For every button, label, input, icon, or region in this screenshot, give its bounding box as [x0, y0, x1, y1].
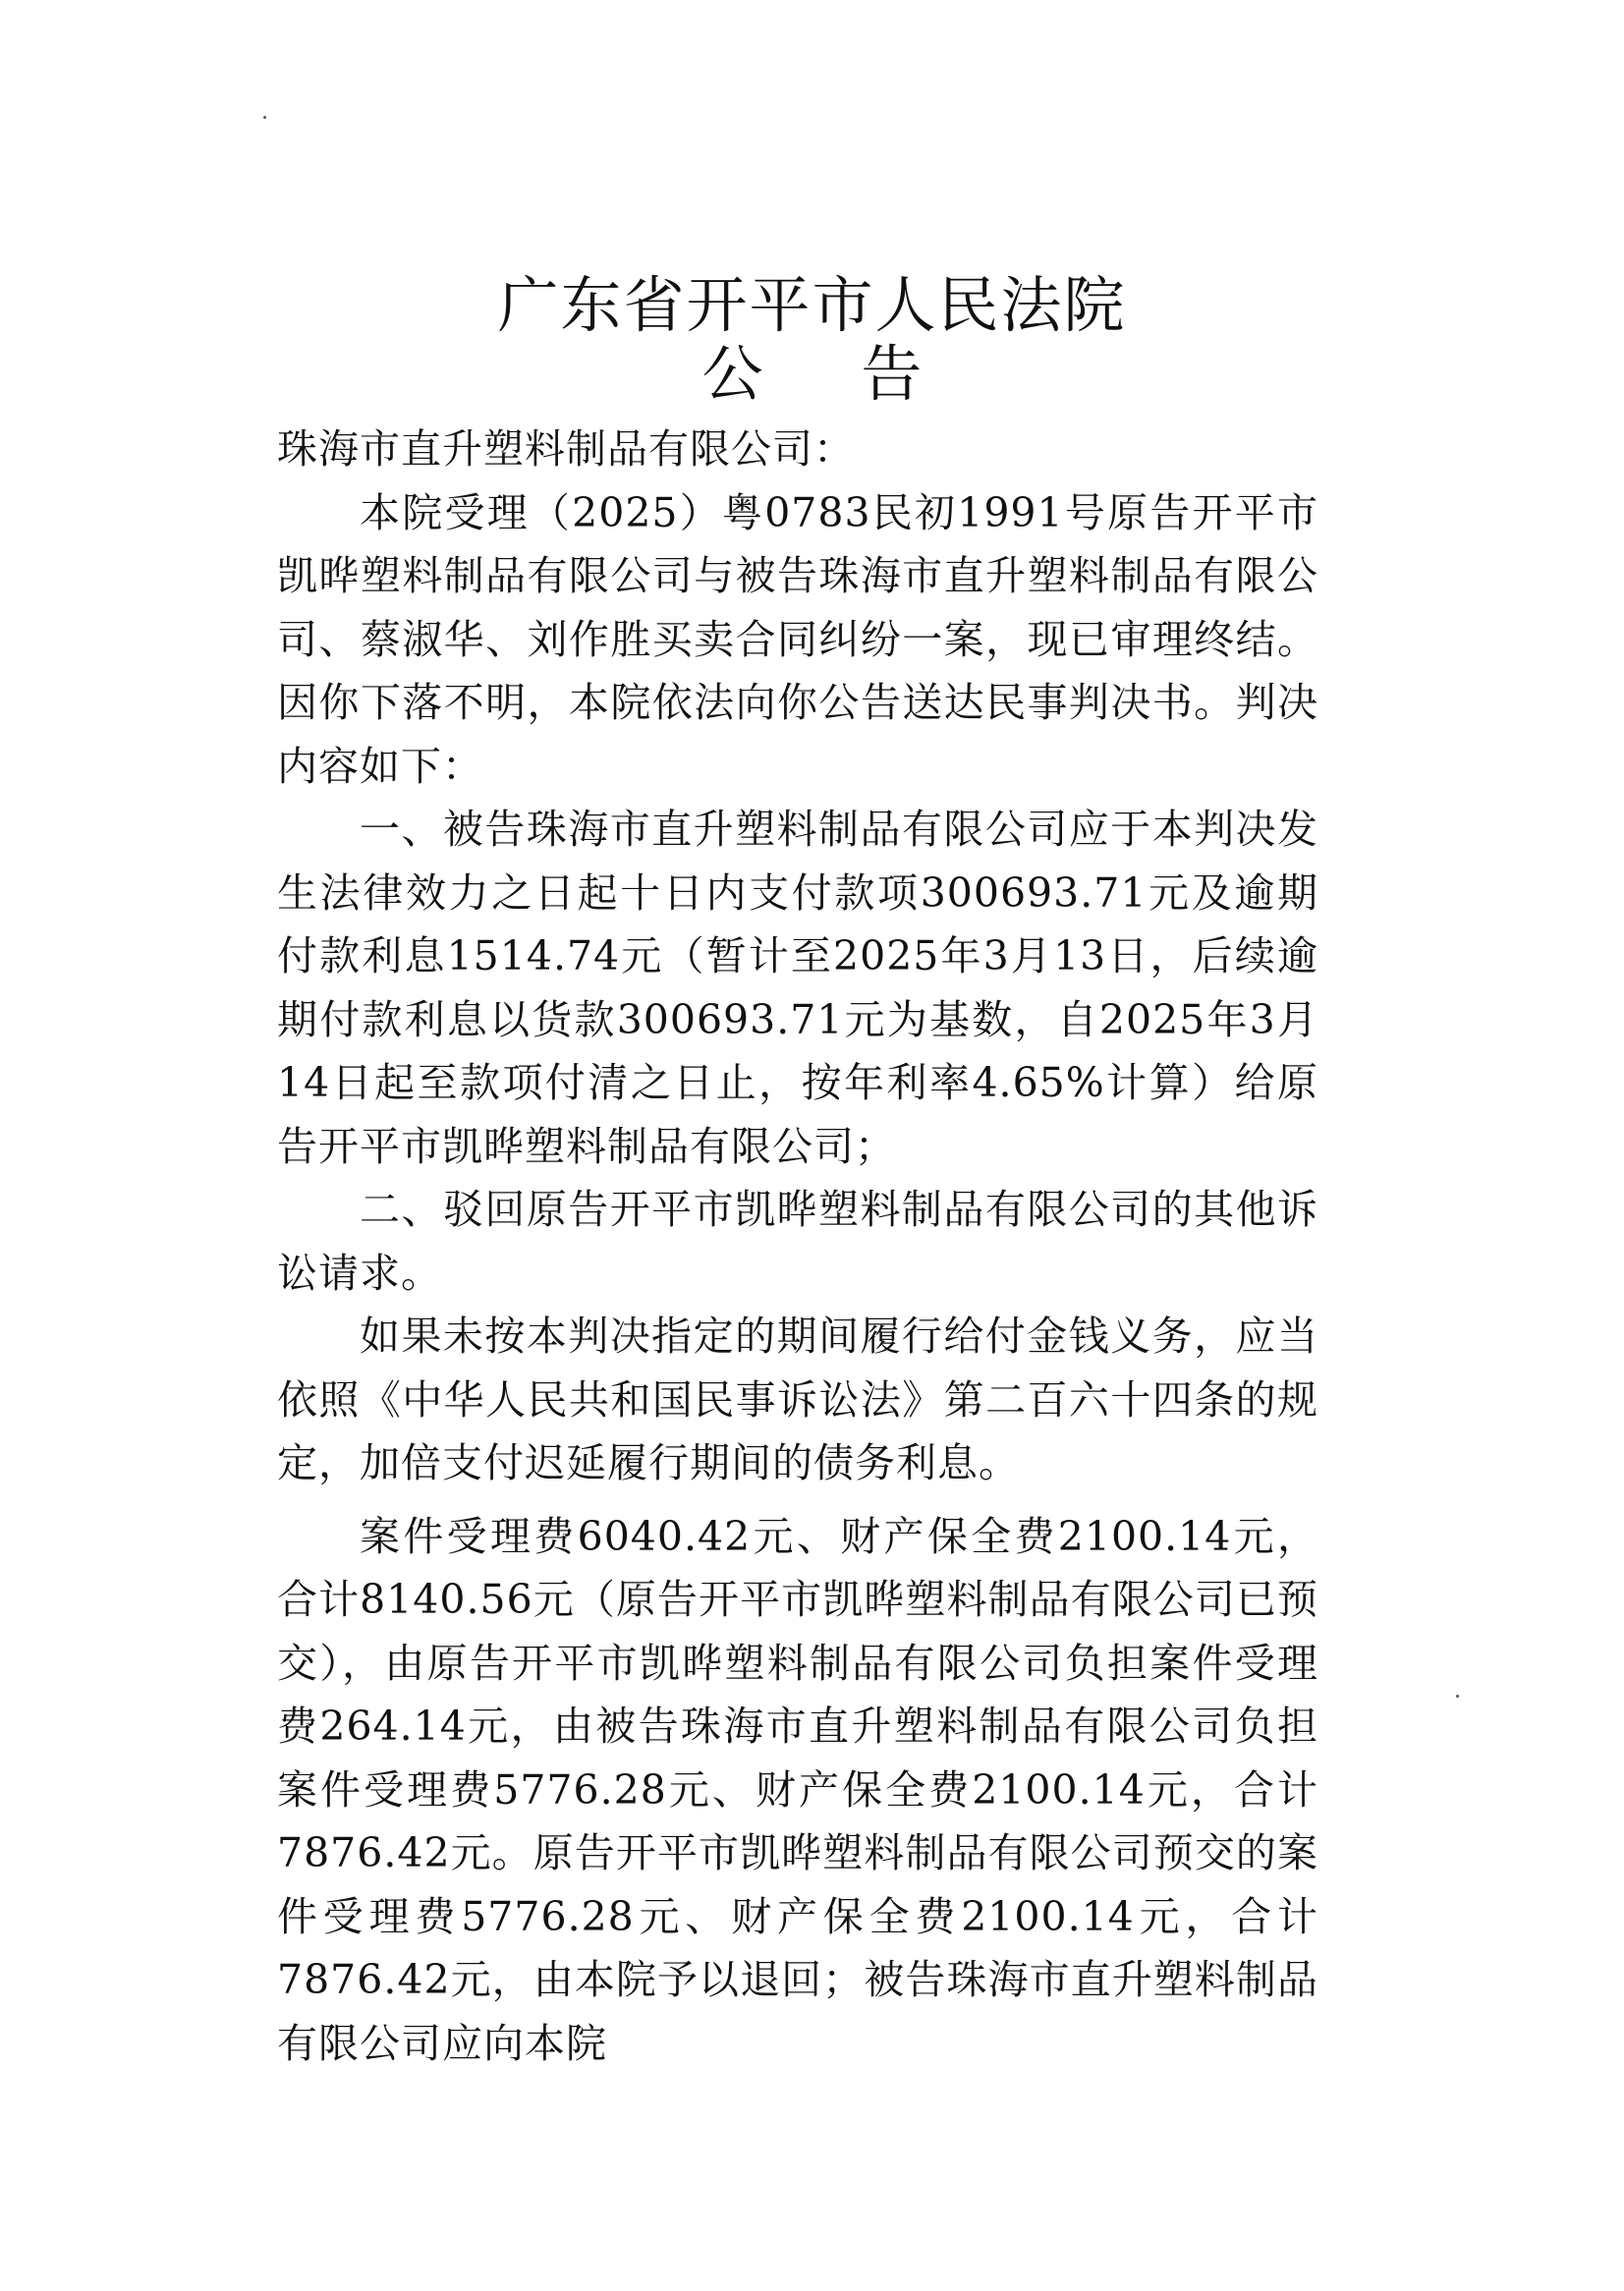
notice-body	[277, 418, 1318, 2075]
scan-speck	[263, 116, 266, 119]
paragraph-case-intro: 本院受理（2025）粤0783民初1991号原告开平市凯晔塑料制品有限公司与被告珠海市直升塑料制品有限公司、蔡淑华、刘作胜买卖合同纠纷一案，现已审理终结。因你下落不明，本院依法向你公告送达民事判决书。判决内容如下：	[277, 488, 1318, 790]
paragraph-late-payment: 如果未按本判决指定的期间履行给付金钱义务，应当依照《中华人民共和国民事诉讼法》第二百六十四条的规定，加倍支付迟延履行期间的债务利息。	[277, 1313, 1318, 1486]
addressee-line: 珠海市直升塑料制品有限公司：	[277, 425, 855, 473]
scan-speck	[1456, 1695, 1459, 1698]
paragraph-fees: 案件受理费6040.42元、财产保全费2100.14元，合计8140.56元（原告开平市凯晔塑料制品有限公司已预交），由原告开平市凯晔塑料制品有限公司负担案件受理费264.14元，由被告珠海市直升塑料制品有限公司负担案件受理费5776.28元、财产保全费2100.14元，合计7876.42元。原告开平市凯晔塑料制品有限公司预交的案件受理费5776.28元、财产保全费2100.14元，合计7876.42元，由本院予以退回；被告珠海市直升塑料制品有限公司应向本院	[277, 1512, 1318, 2067]
notice-heading: 公 告	[701, 338, 962, 410]
paragraph-judgment-item-1: 一、被告珠海市直升塑料制品有限公司应于本判决发生法律效力之日起十日内支付款项300693.71元及逾期付款利息1514.74元（暂计至2025年3月13日，后续逾期付款利息以货款300693.71元为基数，自2025年3月14日起至款项付清之日止，按年利率4.65%计算）给原告开平市凯晔塑料制品有限公司；	[277, 806, 1318, 1170]
paragraph-judgment-item-2: 二、驳回原告开平市凯晔塑料制品有限公司的其他诉讼请求。	[277, 1186, 1318, 1297]
court-name-heading: 广东省开平市人民法院	[497, 269, 1127, 341]
